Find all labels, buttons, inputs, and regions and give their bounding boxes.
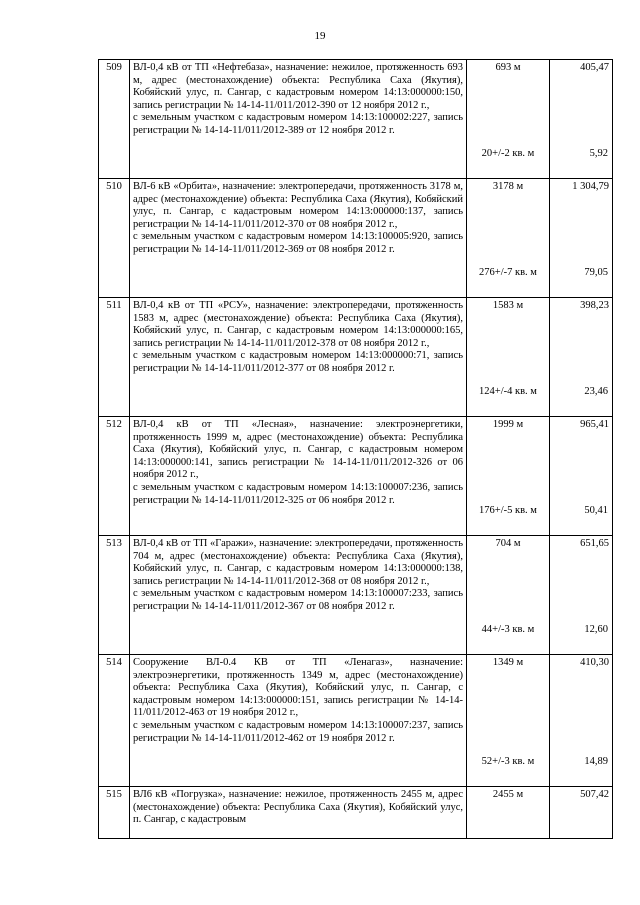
land-value: 14,89 — [584, 756, 608, 768]
land-value: 12,60 — [584, 624, 608, 636]
value-cell — [550, 787, 613, 839]
size-cell — [467, 787, 550, 839]
object-description-cell — [130, 787, 467, 839]
row-number: 513 — [99, 536, 130, 655]
object-description-cell — [130, 536, 467, 655]
object-length: 1999 м — [492, 419, 524, 430]
land-area: 276+/-7 кв. м — [479, 267, 537, 279]
object-length: 704 м — [495, 538, 521, 549]
land-area: 44+/-3 кв. м — [481, 624, 535, 636]
land-plot-description: с земельным участком с кадастровым номером 14:13:100007:237, запись регистрации № 14-14-11/011/2012-462 от 19 ноября 2012 г. — [133, 719, 463, 744]
object-length: 1583 м — [492, 300, 524, 311]
object-length: 1349 м — [492, 657, 524, 668]
table-row — [99, 60, 613, 179]
object-length: 2455 м — [492, 789, 524, 800]
property-registry-table — [98, 59, 613, 839]
table-row — [99, 179, 613, 298]
row-number: 515 — [99, 787, 130, 839]
object-description: ВЛ-0,4 кВ от ТП «Гаражи», назначение: электропередачи, протяженность 704 м, адрес (местонахождение) объекта: Республика Саха (Якутия), Кобяйский улус, п. Сангар, с кадастровым номером 14:13:000000:138, запись регистрации № 14-14-11/011/2012-368 от 08 ноября 2012 г., — [133, 538, 463, 587]
land-value: 5,92 — [589, 148, 608, 160]
object-value: 405,47 — [580, 62, 609, 73]
value-cell — [550, 179, 613, 298]
table-row — [99, 655, 613, 787]
row-number: 514 — [99, 655, 130, 787]
row-number: 509 — [99, 60, 130, 179]
land-value: 50,41 — [584, 505, 608, 517]
row-number: 512 — [99, 417, 130, 536]
size-cell — [467, 655, 550, 787]
object-value: 965,41 — [580, 419, 609, 430]
object-description-cell — [130, 298, 467, 417]
size-cell — [467, 536, 550, 655]
land-plot-description: с земельным участком с кадастровым номером 14:13:100007:233, запись регистрации № 14-14-11/011/2012-367 от 08 ноября 2012 г. — [133, 588, 463, 612]
table-row — [99, 298, 613, 417]
land-value: 79,05 — [584, 267, 608, 279]
object-value: 1 304,79 — [572, 181, 609, 192]
value-cell — [550, 60, 613, 179]
row-number: 510 — [99, 179, 130, 298]
object-value: 410,30 — [580, 657, 609, 668]
land-area: 52+/-3 кв. м — [481, 756, 535, 768]
value-cell — [550, 417, 613, 536]
object-description: ВЛ6 кВ «Погрузка», назначение: нежилое, протяженность 2455 м, адрес (местонахождение) объекта: Республика Саха (Якутия), Кобяйский улус, п. Сангар, с кадастровым — [133, 789, 463, 826]
object-description: ВЛ-0,4 кВ от ТП «Нефтебаза», назначение: нежилое, протяженность 693 м, адрес (местонахождение) объекта: Республика Саха (Якутия), Кобяйский улус, п. Сангар, с кадастровым номером 14:13:000000:150, запись регистрации № 14-14-11/011/2012-390 от 12 ноября 2012 г., — [133, 62, 463, 111]
size-cell — [467, 298, 550, 417]
land-value: 23,46 — [584, 386, 608, 398]
object-length: 3178 м — [492, 181, 524, 192]
object-description-cell — [130, 179, 467, 298]
land-area: 176+/-5 кв. м — [479, 505, 537, 517]
value-cell — [550, 536, 613, 655]
land-area: 20+/-2 кв. м — [481, 148, 535, 160]
value-cell — [550, 298, 613, 417]
object-description: ВЛ-0,4 кВ от ТП «РСУ», назначение: электропередачи, протяженность 1583 м, адрес (местонахождение) объекта: Республика Саха (Якутия), Кобяйский улус, п. Сангар, с кадастровым номером 14:13:000000:165, запись регистрации № 14-14-11/011/2012-378 от 08 ноября 2012 г., — [133, 300, 463, 349]
object-description-cell — [130, 60, 467, 179]
land-plot-description: с земельным участком с кадастровым номером 14:13:000000:71, запись регистрации № 14-14-11/011/2012-377 от 08 ноября 2012 г. — [133, 350, 463, 374]
object-value: 507,42 — [580, 789, 609, 800]
table-row — [99, 536, 613, 655]
object-description-cell — [130, 417, 467, 536]
object-description: Сооружение ВЛ-0.4 КВ от ТП «Ленагаз», назначение: электроэнергетики, протяженность 1349 м, адрес (местонахождение) объекта: Республика Саха (Якутия), Кобяйский улус, п. Сангар, с кадастровым номером 14:13:000000:151, запись регистрации № 14-14-11/011/2012-463 от 19 ноября 2012 г., — [133, 657, 463, 719]
value-cell — [550, 655, 613, 787]
object-value: 651,65 — [580, 538, 609, 549]
size-cell — [467, 60, 550, 179]
object-description-cell — [130, 655, 467, 787]
land-plot-description: с земельным участком с кадастровым номером 14:13:100005:920, запись регистрации № 14-14-11/011/2012-369 от 08 ноября 2012 г. — [133, 231, 463, 255]
size-cell — [467, 179, 550, 298]
row-number: 511 — [99, 298, 130, 417]
land-area: 124+/-4 кв. м — [479, 386, 537, 398]
object-description: ВЛ-6 кВ «Орбита», назначение: электропередачи, протяженность 3178 м, адрес (местонахождение) объекта: Республика Саха (Якутия), Кобяйский улус, п. Сангар, с кадастровым номером 14:13:000000:137, запись регистрации № 14-14-11/011/2012-370 от 08 ноября 2012 г., — [133, 181, 463, 230]
table-row — [99, 417, 613, 536]
size-cell — [467, 417, 550, 536]
table-row — [99, 787, 613, 839]
land-plot-description: с земельным участком с кадастровым номером 14:13:100002:227, запись регистрации № 14-14-11/011/2012-389 от 12 ноября 2012 г. — [133, 112, 463, 136]
object-length: 693 м — [495, 62, 521, 73]
page-number: 19 — [314, 30, 326, 42]
land-plot-description: с земельным участком с кадастровым номером 14:13:100007:236, запись регистрации № 14-14-11/011/2012-325 от 06 ноября 2012 г. — [133, 481, 463, 506]
object-description: ВЛ-0,4 кВ от ТП «Лесная», назначение: электроэнергетики, протяженность 1999 м, адрес (местонахождение) объекта: Республика Саха (Якутия), Кобяйский улус, п. Сангар, с кадастровым номером 14:13:000000:141, запись регистрации № 14-14-11/011/2012-326 от 06 ноября 2012 г., — [133, 419, 463, 481]
object-value: 398,23 — [580, 300, 609, 311]
